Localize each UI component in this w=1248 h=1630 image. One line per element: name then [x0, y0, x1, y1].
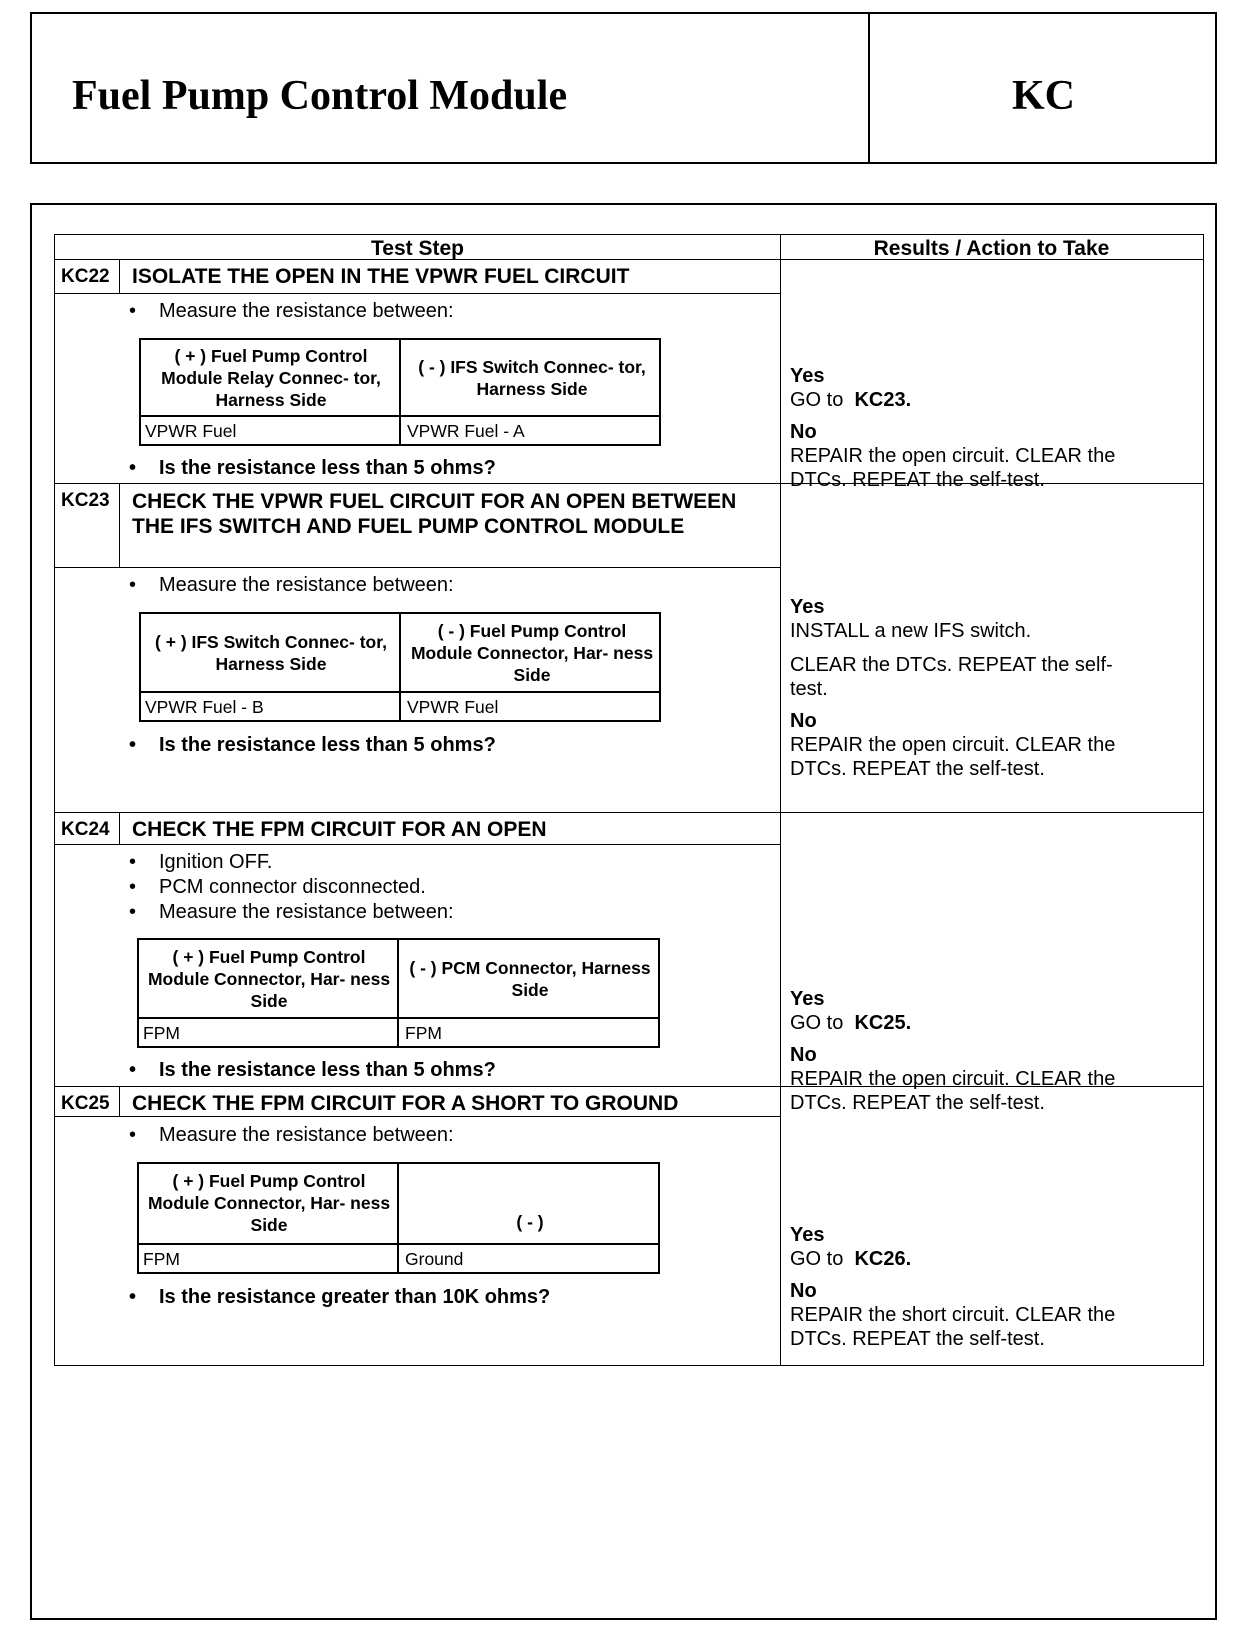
measurement-value-positive: FPM: [143, 1249, 180, 1269]
result-kc25: Yes GO to KC26. No REPAIR the short circuit. CLEAR the DTCs. REPEAT the self-test.: [790, 1223, 1150, 1351]
measurement-value-negative: VPWR Fuel - A: [407, 421, 525, 441]
step-title: CHECK THE VPWR FUEL CIRCUIT FOR AN OPEN BETWEEN THE IFS SWITCH AND FUEL PUMP CONTROL MODULE: [132, 490, 737, 538]
step-title: CHECK THE FPM CIRCUIT FOR AN OPEN: [132, 818, 547, 841]
step-bullet: • Measure the resistance between:: [129, 1124, 454, 1146]
step-bullet: • Measure the resistance between:: [129, 901, 454, 923]
step-question: • Is the resistance less than 5 ohms?: [129, 734, 496, 756]
yes-label: Yes: [790, 988, 825, 1010]
measurement-header-positive: ( + ) Fuel Pump Control Module Relay Connec- tor, Harness Side: [161, 346, 381, 410]
step-bullet: • PCM connector disconnected.: [129, 876, 426, 898]
no-label: No: [790, 421, 817, 443]
measurement-value-negative: FPM: [405, 1023, 442, 1043]
measurement-table: [137, 1162, 660, 1274]
goto-target: KC26.: [854, 1248, 912, 1270]
step-id: KC22: [61, 266, 110, 287]
step-bullet: • Ignition OFF.: [129, 851, 273, 873]
result-kc23: [790, 595, 1150, 781]
measurement-table: [139, 338, 661, 446]
column-header-results: Results / Action to Take: [873, 237, 1110, 260]
no-action: REPAIR the short circuit. CLEAR the DTCs. REPEAT the self-test.: [790, 1304, 1116, 1350]
yes-label: Yes: [790, 1224, 825, 1246]
yes-label: Yes: [790, 596, 825, 618]
measurement-value-negative: Ground: [405, 1249, 464, 1269]
no-label: No: [790, 1280, 817, 1302]
measurement-header-positive: ( + ) Fuel Pump Control Module Connector, Har- ness Side: [147, 947, 391, 1011]
measurement-table: [139, 612, 661, 722]
no-action: REPAIR the open circuit. CLEAR the DTCs. REPEAT the self-test.: [790, 1068, 1116, 1114]
step-title: CHECK THE FPM CIRCUIT FOR A SHORT TO GROUND: [132, 1092, 679, 1115]
measurement-header-negative: ( - ) Fuel Pump Control Module Connector, Har- ness Side: [410, 621, 654, 685]
measurement-header-positive: ( + ) IFS Switch Connec- tor, Harness Side: [155, 632, 387, 674]
step-id: KC24: [61, 819, 110, 840]
yes-action: INSTALL a new IFS switch.: [790, 620, 1032, 642]
step-question: • Is the resistance greater than 10K ohms?: [129, 1286, 551, 1308]
step-question: • Is the resistance less than 5 ohms?: [129, 457, 496, 479]
column-header-test-step: Test Step: [371, 237, 464, 260]
yes-label: Yes: [790, 365, 825, 387]
no-label: No: [790, 710, 817, 732]
measurement-header-negative: ( - ) IFS Switch Connec- tor, Harness Side: [418, 357, 646, 399]
step-id: KC23: [61, 490, 110, 511]
result-kc24: Yes GO to KC25. No REPAIR the open circuit. CLEAR the DTCs. REPEAT the self-test.: [790, 987, 1150, 1115]
measurement-table: [137, 938, 660, 1048]
no-action: REPAIR the open circuit. CLEAR the DTCs. REPEAT the self-test.: [790, 734, 1116, 780]
step-title: ISOLATE THE OPEN IN THE VPWR FUEL CIRCUIT: [132, 265, 630, 288]
section-code: KC: [1012, 73, 1075, 119]
no-action: REPAIR the open circuit. CLEAR the DTCs. REPEAT the self-test.: [790, 445, 1116, 491]
measurement-value-positive: VPWR Fuel - B: [145, 697, 264, 717]
page-title: Fuel Pump Control Module: [72, 73, 568, 119]
step-bullet: • Measure the resistance between:: [129, 300, 454, 322]
step-id: KC25: [61, 1093, 110, 1114]
step-question: • Is the resistance less than 5 ohms?: [129, 1059, 496, 1081]
measurement-header-negative: ( - ): [516, 1212, 544, 1232]
step-bullet: • Measure the resistance between:: [129, 574, 454, 596]
no-label: No: [790, 1044, 817, 1066]
yes-extra: CLEAR the DTCs. REPEAT the self-test.: [790, 654, 1113, 700]
goto-target: KC23.: [854, 389, 912, 411]
measurement-value-negative: VPWR Fuel: [407, 697, 499, 717]
measurement-header-positive: ( + ) Fuel Pump Control Module Connector, Har- ness Side: [147, 1171, 391, 1235]
measurement-header-negative: ( - ) PCM Connector, Harness Side: [409, 958, 651, 1000]
header-box: [30, 12, 1217, 164]
goto-target: KC25.: [854, 1012, 912, 1034]
measurement-value-positive: FPM: [143, 1023, 180, 1043]
result-kc22: Yes GO to KC23. No REPAIR the open circuit. CLEAR the DTCs. REPEAT the self-test.: [790, 364, 1150, 492]
measurement-value-positive: VPWR Fuel: [145, 421, 237, 441]
